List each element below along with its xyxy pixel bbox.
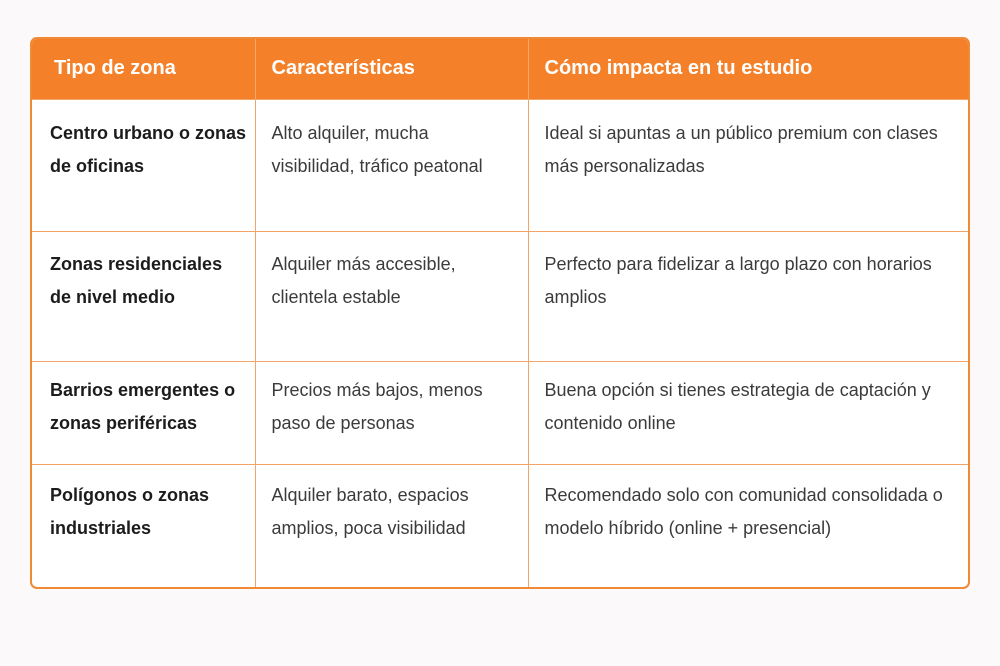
characteristics-cell: Alquiler barato, espacios amplios, poca visibilidad [255, 464, 528, 589]
impact-cell: Recomendado solo con comunidad consolidada o modelo híbrido (online + presencial) [528, 464, 968, 589]
characteristics-cell: Alto alquiler, mucha visibilidad, tráfico peatonal [255, 99, 528, 231]
table-row [32, 464, 968, 589]
header-row [32, 39, 968, 99]
impact-cell: Ideal si apuntas a un público premium con clases más personalizadas [528, 99, 968, 231]
zone-cell: Centro urbano o zonas de oficinas [32, 99, 255, 231]
impact-cell: Buena opción si tienes estrategia de captación y contenido online [528, 361, 968, 464]
zone-cell: Polígonos o zonas industriales [32, 464, 255, 589]
table-row [32, 231, 968, 361]
characteristics-cell: Precios más bajos, menos paso de personas [255, 361, 528, 464]
zone-comparison-table-container [30, 37, 970, 589]
header-caracteristicas: Características [255, 39, 528, 99]
zone-comparison-table [32, 39, 968, 589]
table-body [32, 99, 968, 589]
zone-cell: Zonas residenciales de nivel medio [32, 231, 255, 361]
impact-cell: Perfecto para fidelizar a largo plazo con horarios amplios [528, 231, 968, 361]
characteristics-cell: Alquiler más accesible, clientela estable [255, 231, 528, 361]
header-tipo-de-zona: Tipo de zona [32, 39, 255, 99]
header-impacto: Cómo impacta en tu estudio [528, 39, 968, 99]
zone-cell: Barrios emergentes o zonas periféricas [32, 361, 255, 464]
table-row [32, 361, 968, 464]
table-row [32, 99, 968, 231]
table-header [32, 39, 968, 99]
